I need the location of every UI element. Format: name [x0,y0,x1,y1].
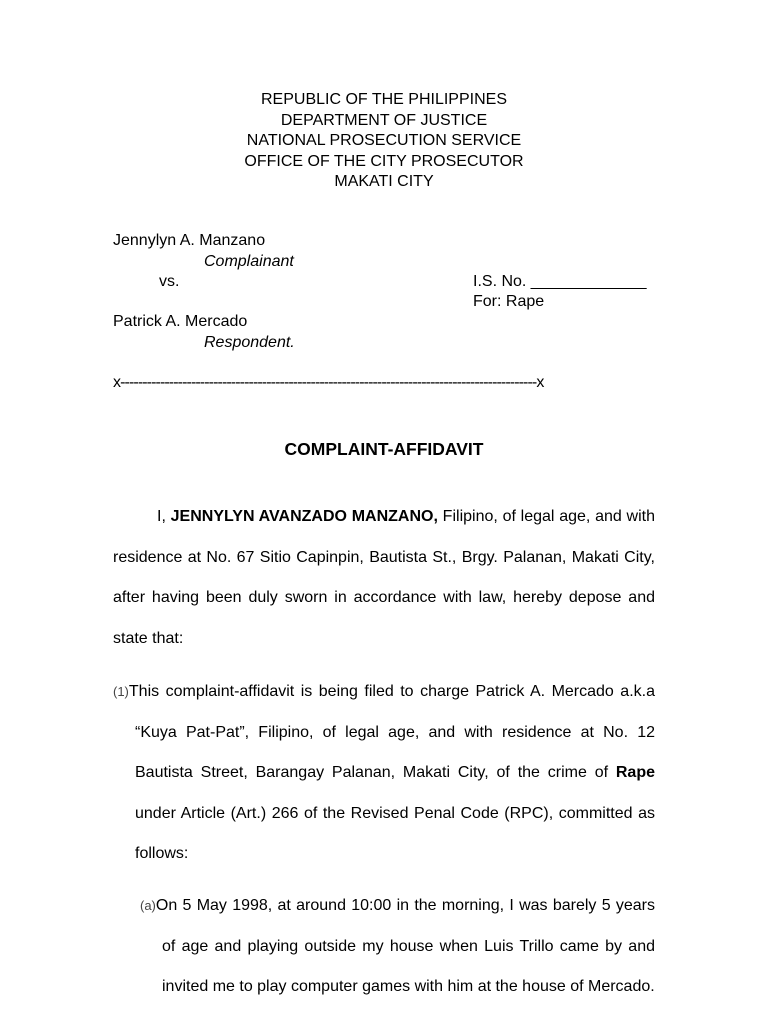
intro-prefix: I, [157,508,171,525]
intro-text: Filipino, of legal age, and with residence at No. 67 Sitio Capinpin, Bautista St., Brgy. Palanan, Makati City, after having been duly sworn in accordance with law, hereby depose and state that: [113,508,655,647]
header-line-4: OFFICE OF THE CITY PROSECUTOR [244,152,524,170]
affiant-name: JENNYLYN AVANZADO MANZANO, [170,508,438,525]
item-a-paragraph [140,886,655,1008]
header-line-3: NATIONAL PROSECUTION SERVICE [246,132,522,149]
header-line-1: REPUBLIC OF THE PHILIPPINES [261,91,507,108]
is-number: I.S. No. _____________ [473,273,647,290]
caption-divider: x----------------------------------------------------------------------------------------------x [113,374,544,391]
document-header [0,90,768,193]
complainant-role: Complainant [204,253,294,270]
document-title: COMPLAINT-AFFIDAVIT [284,439,484,459]
case-charge: For: Rape [473,293,545,310]
respondent-name: Patrick A. Mercado [113,313,248,330]
item-1-number: (1) [113,684,129,699]
item-a-text: On 5 May 1998, at around 10:00 in the morning, I was barely 5 years of age and playing outside my house when Luis Trillo came by and invited me to play computer games with him at the house of Mercado. [155,897,655,995]
complainant-name: Jennylyn A. Manzano [113,232,266,249]
item-1-paragraph [113,672,655,875]
intro-paragraph [113,497,655,659]
item-1-bold: Rape [615,764,655,781]
header-line-2: DEPARTMENT OF JUSTICE [280,111,488,129]
versus-label: vs. [159,273,180,290]
respondent-role: Respondent. [204,334,295,351]
item-1-text-a: This complaint-affidavit is being filed to charge Patrick A. Mercado a.k.a “Kuya Pat-Pat”, Filipino, of legal age, and with residence at No. 12 Bautista Street, Barangay Palanan, Makati City, of the crime of [128,683,655,781]
item-a-letter: (a) [140,898,156,913]
header-line-5: MAKATI CITY [334,173,434,190]
item-1-text-b: under Article (Art.) 266 of the Revised Penal Code (RPC), committed as follows: [135,804,655,862]
